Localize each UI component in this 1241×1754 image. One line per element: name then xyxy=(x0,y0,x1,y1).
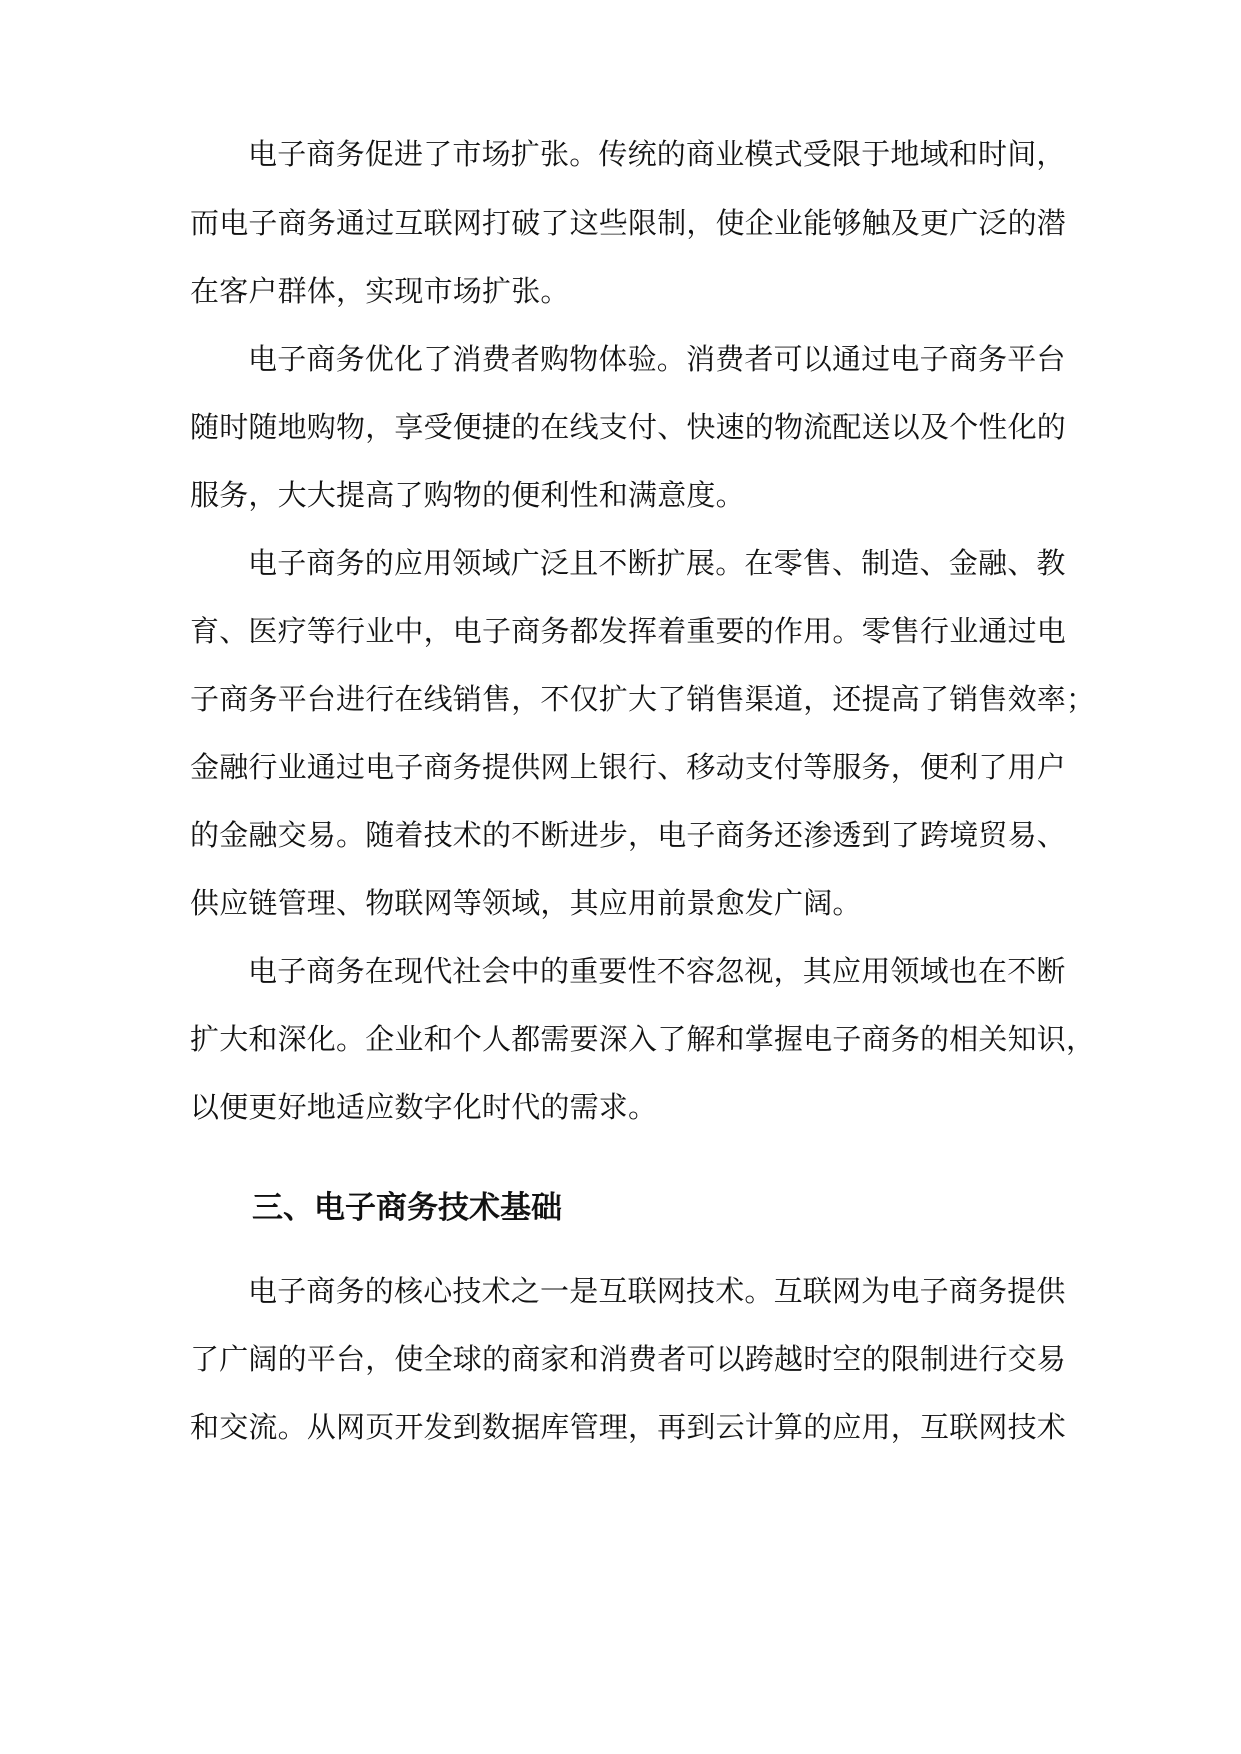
paragraph-3-line-1: 电子商务的应用领域广泛且不断扩展。在零售、制造、金融、教 xyxy=(248,546,1066,580)
paragraph-2-line-2: 随时随地购物，享受便捷的在线支付、快速的物流配送以及个性化的 xyxy=(190,410,1067,444)
paragraph-4-line-3: 以便更好地适应数字化时代的需求。 xyxy=(190,1090,658,1124)
paragraph-3-line-2: 育、医疗等行业中，电子商务都发挥着重要的作用。零售行业通过电 xyxy=(190,614,1067,648)
section-heading: 三、电子商务技术基础 xyxy=(252,1190,562,1226)
paragraph-3-line-6: 供应链管理、物联网等领域，其应用前景愈发广阔。 xyxy=(190,886,862,920)
paragraph-1-line-1: 电子商务促进了市场扩张。传统的商业模式受限于地域和时间， xyxy=(248,137,1066,171)
paragraph-2-line-1: 电子商务优化了消费者购物体验。消费者可以通过电子商务平台 xyxy=(248,342,1066,376)
paragraph-3-line-4: 金融行业通过电子商务提供网上银行、移动支付等服务，便利了用户 xyxy=(190,750,1067,784)
paragraph-1-line-3: 在客户群体，实现市场扩张。 xyxy=(190,274,570,308)
paragraph-4-line-1: 电子商务在现代社会中的重要性不容忽视，其应用领域也在不断 xyxy=(248,954,1066,988)
paragraph-3-line-3: 子商务平台进行在线销售，不仅扩大了销售渠道，还提高了销售效率； xyxy=(190,682,1096,716)
paragraph-4-line-2: 扩大和深化。企业和个人都需要深入了解和掌握电子商务的相关知识， xyxy=(190,1022,1096,1056)
paragraph-3-line-5: 的金融交易。随着技术的不断进步，电子商务还渗透到了跨境贸易、 xyxy=(190,818,1067,852)
section-paragraph-line-1: 电子商务的核心技术之一是互联网技术。互联网为电子商务提供 xyxy=(248,1274,1066,1308)
section-paragraph-line-3: 和交流。从网页开发到数据库管理，再到云计算的应用，互联网技术 xyxy=(190,1410,1067,1444)
section-paragraph-line-2: 了广阔的平台，使全球的商家和消费者可以跨越时空的限制进行交易 xyxy=(190,1342,1067,1376)
paragraph-2-line-3: 服务，大大提高了购物的便利性和满意度。 xyxy=(190,478,745,512)
paragraph-1-line-2: 而电子商务通过互联网打破了这些限制，使企业能够触及更广泛的潜 xyxy=(190,206,1067,240)
